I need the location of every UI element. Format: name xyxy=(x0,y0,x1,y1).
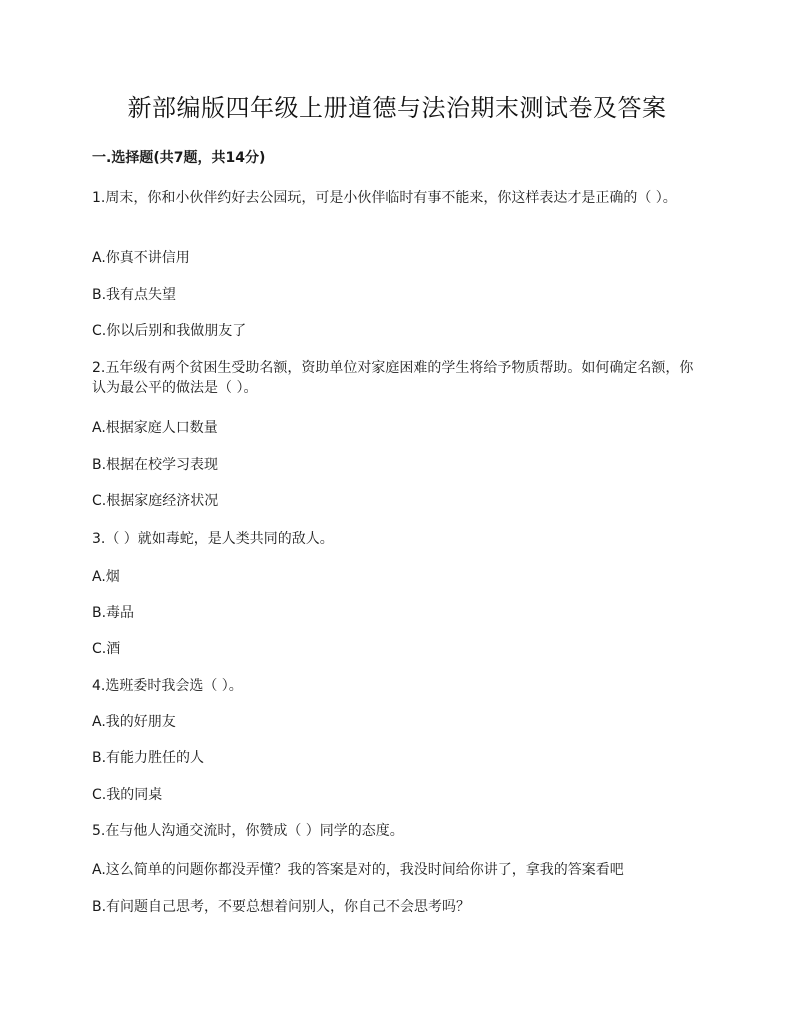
option-a: A.这么简单的问题你都没弄懂？我的答案是对的，我没时间给你讲了，拿我的答案看吧 xyxy=(92,862,624,878)
question-stem: 1.周末，你和小伙伴约好去公园玩，可是小伙伴临时有事不能来，你这样表达才是正确的（ ）。 xyxy=(92,190,677,206)
option-a: A.烟 xyxy=(92,569,120,585)
option-c: C.你以后别和我做朋友了 xyxy=(92,323,247,339)
question-3 xyxy=(92,529,704,549)
section-heading: 一.选择题(共7题，共14分) xyxy=(92,150,266,166)
option-c: C.我的同桌 xyxy=(92,787,163,803)
option-b: B.我有点失望 xyxy=(92,287,177,303)
option-c: C.根据家庭经济状况 xyxy=(92,493,219,509)
option-b: B.根据在校学习表现 xyxy=(92,457,219,473)
option-b: B.有能力胜任的人 xyxy=(92,750,205,766)
option-c: C.酒 xyxy=(92,641,121,657)
option-b: B.毒品 xyxy=(92,605,135,621)
option-b: B.有问题自己思考，不要总想着问别人，你自己不会思考吗？ xyxy=(92,899,471,915)
question-4 xyxy=(92,676,704,696)
question-2 xyxy=(92,358,704,398)
question-1 xyxy=(92,188,704,208)
question-stem: 3.（ ）就如毒蛇，是人类共同的敌人。 xyxy=(92,531,334,547)
option-a: A.你真不讲信用 xyxy=(92,250,190,266)
option-a: A.根据家庭人口数量 xyxy=(92,420,218,436)
question-5 xyxy=(92,821,704,841)
option-a: A.我的好朋友 xyxy=(92,714,176,730)
question-stem: 2.五年级有两个贫困生受助名额，资助单位对家庭困难的学生将给予物质帮助。如何确定名额，你认为最公平的做法是（ ）。 xyxy=(92,360,694,396)
question-stem: 5.在与他人沟通交流时，你赞成（ ）同学的态度。 xyxy=(92,823,404,839)
question-stem: 4.选班委时我会选（ ）。 xyxy=(92,678,243,694)
page-title: 新部编版四年级上册道德与法治期末测试卷及答案 xyxy=(127,94,667,122)
